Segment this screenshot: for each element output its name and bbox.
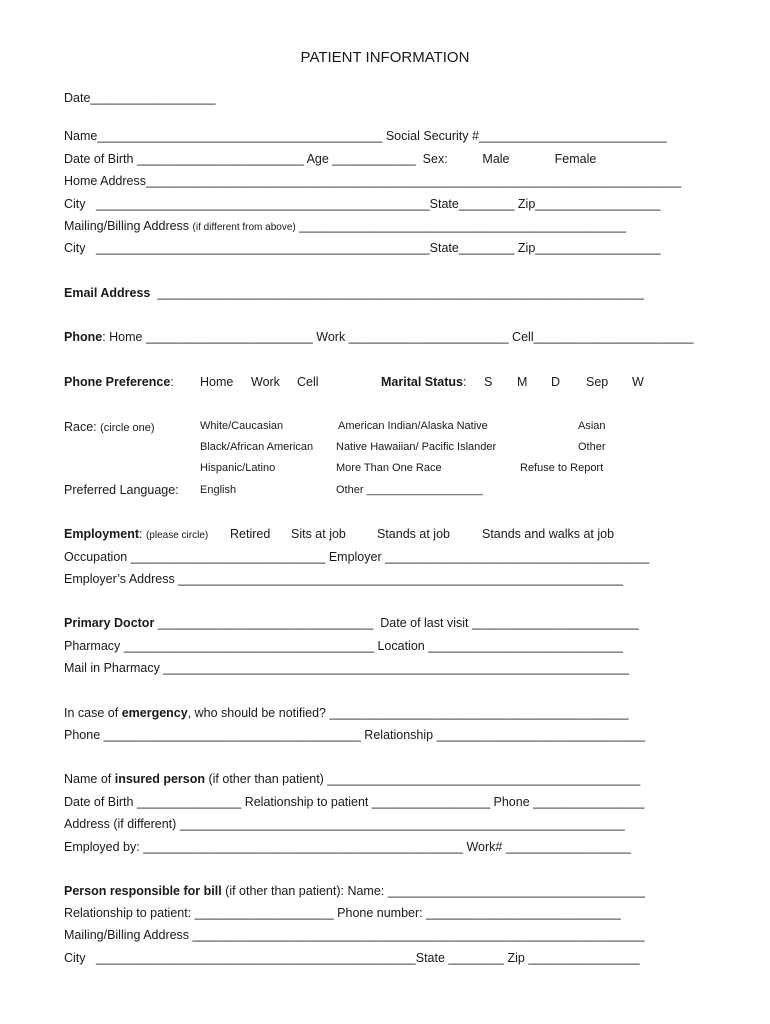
insured-person-line[interactable]: Name of insured person (if other than patient) _____________________________________________: [64, 772, 641, 786]
mailing-note: (if different from above): [192, 222, 296, 233]
email-line[interactable]: [64, 287, 644, 300]
race-label: Race: (circle one): [64, 420, 155, 434]
race-more-than-one[interactable]: More Than One Race: [336, 462, 442, 474]
marital-status-label: Marital Status:: [381, 375, 467, 389]
responsible-relationship-line[interactable]: Relationship to patient: ____________________ Phone number: ____________________________: [64, 906, 621, 920]
mailing-city-state-zip-line[interactable]: City ________________________________________________State________ Zip__________________: [64, 241, 661, 255]
form-title: PATIENT INFORMATION: [300, 49, 470, 66]
mailing-label: Mailing/Billing Address: [64, 219, 193, 233]
race-refuse[interactable]: Refuse to Report: [520, 462, 604, 474]
language-english[interactable]: English: [200, 484, 237, 496]
preferred-language-label: Preferred Language:: [64, 483, 179, 497]
race-american-indian[interactable]: American Indian/Alaska Native: [338, 420, 488, 432]
race-asian[interactable]: Asian: [578, 420, 606, 432]
primary-doctor-label: Primary Doctor: [64, 616, 155, 630]
emergency-contact-line[interactable]: In case of emergency, who should be notified? ___________________________________________: [64, 706, 629, 720]
pharmacy-line[interactable]: Pharmacy ____________________________________ Location ____________________________: [64, 639, 623, 653]
responsible-city-line[interactable]: City ______________________________________________State ________ Zip ________________: [64, 951, 640, 965]
dob-age-sex-line[interactable]: Date of Birth ________________________ Age ____________ Sex: Male Female: [64, 152, 597, 166]
marital-w[interactable]: W: [632, 375, 644, 389]
employment-retired[interactable]: Retired: [230, 527, 271, 541]
home-address-line[interactable]: Home Address_____________________________________________________________________________: [64, 174, 682, 188]
race-native-hawaiian[interactable]: Native Hawaiian/ Pacific Islander: [336, 441, 497, 453]
marital-m[interactable]: M: [517, 375, 528, 389]
email-blank[interactable]: ______________________________________________________________________: [150, 286, 644, 300]
employed-by-line[interactable]: Employed by: ______________________________________________ Work# __________________: [64, 840, 631, 854]
race-other[interactable]: Other: [578, 441, 606, 453]
employment-stands-walks[interactable]: Stands and walks at job: [482, 527, 615, 541]
phone-blanks[interactable]: : Home ________________________ Work _______________________ Cell_______________________: [102, 330, 694, 344]
insured-dob-line[interactable]: Date of Birth _______________ Relationship to patient _________________ Phone ________________: [64, 795, 645, 809]
employer-address-line[interactable]: Employer’s Address ________________________________________________________________: [64, 572, 624, 586]
employment-sits[interactable]: Sits at job: [291, 527, 346, 541]
phone-line[interactable]: [64, 331, 694, 344]
phone-preference-label: Phone Preference:: [64, 375, 174, 389]
race-black[interactable]: Black/African American: [200, 441, 314, 453]
employment-label: Employment: (please circle): [64, 527, 209, 541]
primary-doctor-line[interactable]: [64, 617, 639, 630]
date-field[interactable]: Date__________________: [64, 91, 216, 105]
responsible-mailing-line[interactable]: Mailing/Billing Address _________________________________________________________________: [64, 928, 645, 942]
phone-pref-cell[interactable]: Cell: [297, 375, 319, 389]
occupation-employer-line[interactable]: Occupation ____________________________ Employer ______________________________________: [64, 550, 650, 564]
phone-label: Phone: [64, 330, 103, 344]
language-other[interactable]: Other ___________________: [336, 484, 483, 496]
marital-sep[interactable]: Sep: [586, 375, 609, 389]
mail-pharmacy-line[interactable]: Mail in Pharmacy ___________________________________________________________________: [64, 661, 630, 675]
marital-s[interactable]: S: [484, 375, 493, 389]
responsible-person-line[interactable]: Person responsible for bill (if other than patient): Name: _____________________________________: [64, 884, 645, 898]
emergency-phone-line[interactable]: Phone _____________________________________ Relationship ______________________________: [64, 728, 646, 742]
insured-address-line[interactable]: Address (if different) ________________________________________________________________: [64, 817, 625, 831]
mailing-blank[interactable]: _______________________________________________: [295, 219, 626, 233]
name-ssn-line[interactable]: Name_________________________________________ Social Security #___________________________: [64, 129, 667, 143]
doctor-blanks[interactable]: _______________________________ Date of last visit ________________________: [154, 616, 639, 630]
employment-stands[interactable]: Stands at job: [377, 527, 450, 541]
race-hispanic[interactable]: Hispanic/Latino: [200, 462, 276, 474]
mailing-address-line[interactable]: [64, 220, 626, 233]
race-white[interactable]: White/Caucasian: [200, 420, 284, 432]
city-state-zip-line[interactable]: City ________________________________________________State________ Zip__________________: [64, 197, 661, 211]
marital-d[interactable]: D: [551, 375, 561, 389]
email-label: Email Address: [64, 286, 151, 300]
phone-pref-work[interactable]: Work: [251, 375, 280, 389]
phone-pref-home[interactable]: Home: [200, 375, 234, 389]
